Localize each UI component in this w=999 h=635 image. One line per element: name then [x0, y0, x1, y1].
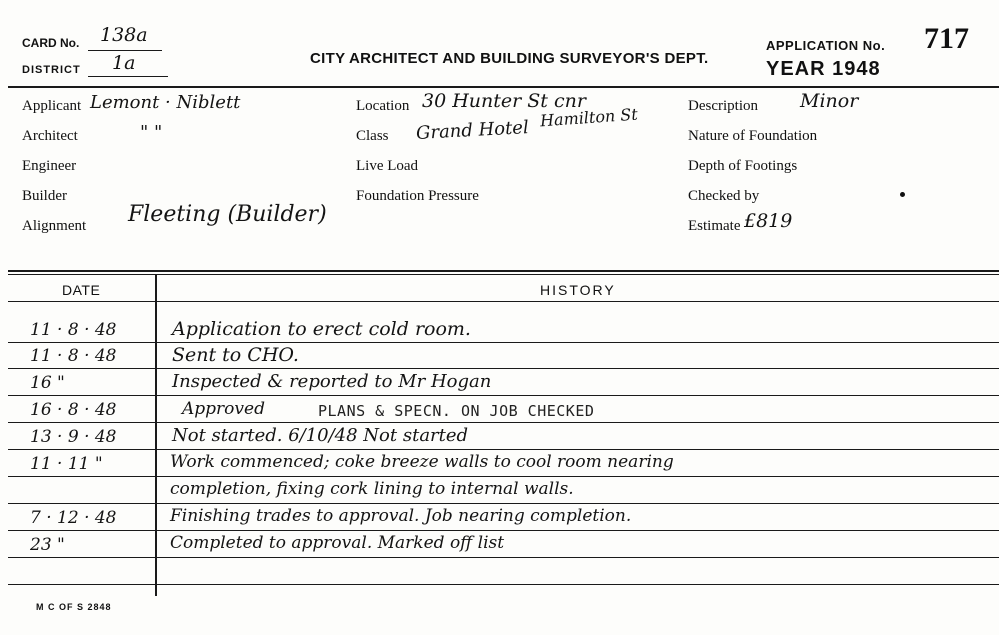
form-code: M C OF S 2848	[36, 602, 112, 612]
history-header: HISTORY	[540, 282, 616, 298]
row-date: 23 "	[30, 535, 65, 555]
nature-of-foundation-label: Nature of Foundation	[688, 128, 818, 144]
table-top-rule	[8, 270, 999, 272]
row-date: 11 · 8 · 48	[30, 320, 117, 340]
row-date: 13 · 9 · 48	[30, 427, 117, 447]
row-history: Sent to CHO.	[172, 344, 299, 366]
row-rule	[8, 584, 999, 585]
location-label: Location	[356, 98, 410, 114]
date-header: DATE	[62, 282, 101, 298]
row-rule	[8, 422, 999, 423]
estimate-label: Estimate	[688, 218, 741, 234]
card-no-label: CARD No.	[22, 36, 80, 50]
card-no-value: 138a	[100, 24, 148, 46]
application-no-value: 717	[924, 22, 969, 55]
engineer-label: Engineer	[22, 158, 77, 174]
row-history: Completed to approval. Marked off list	[170, 533, 505, 553]
architect-value: " "	[140, 122, 163, 143]
row-date: 7 · 12 · 48	[30, 508, 117, 528]
row-history: Inspected & reported to Mr Hogan	[172, 371, 492, 392]
applicant-label: Applicant	[22, 98, 82, 114]
application-no-label: APPLICATION No.	[766, 38, 886, 53]
row-date: 16 "	[30, 373, 65, 393]
builder-label: Builder	[22, 188, 67, 204]
location-value: 30 Hunter St cnr	[422, 90, 586, 112]
header-rule	[8, 86, 999, 88]
row-rule	[8, 557, 999, 558]
description-value: Minor	[800, 90, 859, 112]
row-history: completion, fixing cork lining to internal walls.	[170, 479, 574, 499]
ink-dot	[900, 192, 905, 197]
row-rule	[8, 395, 999, 396]
class-value: Grand Hotel	[415, 117, 530, 144]
row-rule	[8, 503, 999, 504]
checked-by-label: Checked by	[688, 188, 760, 204]
row-history: Finishing trades to approval. Job nearing completion.	[170, 506, 632, 526]
row-history: Work commenced; coke breeze walls to cool room nearing	[170, 452, 674, 472]
description-label: Description	[688, 98, 758, 114]
district-underline	[88, 76, 168, 77]
row-rule	[8, 449, 999, 450]
row-history: Not started. 6/10/48 Not started	[172, 425, 469, 446]
location-value-line-2: Hamilton St	[539, 104, 639, 131]
architect-label: Architect	[22, 128, 78, 144]
estimate-value: £819	[744, 210, 793, 232]
department-title: CITY ARCHITECT AND BUILDING SURVEYOR'S DEPT.	[310, 50, 709, 67]
year-label: YEAR 1948	[766, 58, 881, 80]
approval-stamp: PLANS & SPECN. ON JOB CHECKED	[318, 402, 595, 420]
applicant-value: Lemont · Niblett	[90, 92, 241, 113]
alignment-value: Fleeting (Builder)	[128, 202, 327, 227]
row-date: 11 · 8 · 48	[30, 346, 117, 366]
class-label: Class	[356, 128, 389, 144]
row-rule	[8, 342, 999, 343]
district-label: DISTRICT	[22, 64, 81, 76]
card-no-underline	[88, 50, 162, 51]
header-row-rule	[8, 301, 999, 302]
row-date: 11 · 11 "	[30, 454, 103, 474]
depth-of-footings-label: Depth of Footings	[688, 158, 798, 174]
date-column-divider	[155, 274, 157, 596]
row-rule	[8, 530, 999, 531]
row-rule	[8, 368, 999, 369]
row-date: 16 · 8 · 48	[30, 400, 117, 420]
district-value: 1a	[112, 52, 136, 74]
row-history: Application to erect cold room.	[172, 318, 471, 340]
alignment-label: Alignment	[22, 218, 87, 234]
foundation-pressure-label: Foundation Pressure	[356, 188, 479, 204]
row-history: Approved	[182, 399, 265, 419]
row-rule	[8, 476, 999, 477]
live-load-label: Live Load	[356, 158, 419, 174]
